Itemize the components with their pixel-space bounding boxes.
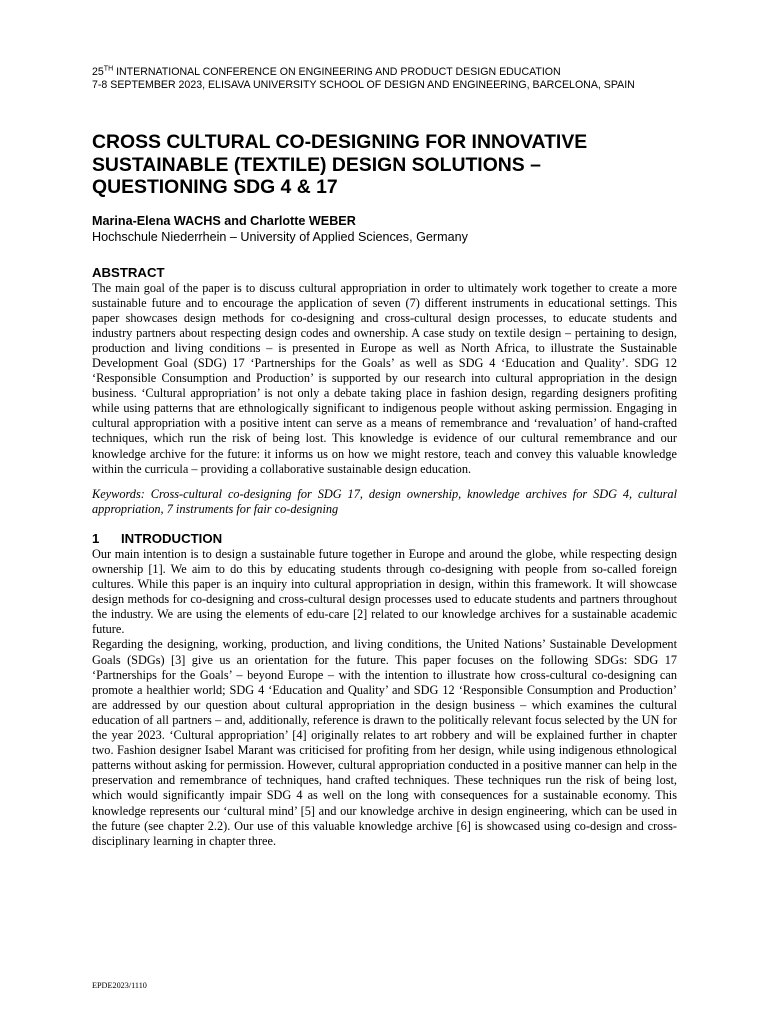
- keywords-label: Keywords: [92, 486, 141, 501]
- keywords-text: : Cross-cultural co-designing for SDG 17, design ownership, knowledge archives for SDG 4, cultural appropriation, 7 instruments for fair co-designing: [92, 486, 677, 516]
- abstract-text: The main goal of the paper is to discuss cultural appropriation in order to ultimately work together to create a more sustainable future and to encourage the application of seven (7) different instruments in educational settings. This paper showcases design methods for co-designing and cross-cultural design processes, to educate students and industry partners about respecting design codes and ownership. A case study on textile design – pertaining to design, production and living conditions – is presented in Europe as well as North Africa, to illustrate the Sustainable Development Goal (SDG) 17 ‘Partnerships for the Goals’ as well as SDG 4 ‘Education and Quality’. SDG 12 ‘Responsible Consumption and Production’ is supported by our research into cultural appropriation in the design business. ‘Cultural appropriation’ is not only a debate taking place in fashion design, regarding designers profiting while using patterns that are ethnologically significant to indigenous people without asking permission. Engaging in cultural appropriation with a positive intent can serve as a means of remembrance and ‘revaluation’ of hand-crafted techniques, which run the risk of being lost. This knowledge is evidence of our cultural remembrance and our knowledge archive for the future: it informs us on how we might restore, teach and convey this valuable knowledge within the curricula – providing a collaborative sustainable design education.: [92, 280, 677, 476]
- intro-paragraph-2: Regarding the designing, working, production, and living conditions, the United Nations’ Sustainable Development Goals (SDGs) [3] give us an orientation for the future. This paper focuses on the following SDGs: SDG 17 ‘Partnerships for the Goals’ – beyond Europe – with the intention to illustrate how cross-cultural co-designing can promote a healthier world; SDG 4 ‘Education and Quality’ and SDG 12 ‘Responsible Consumption and Production’ are addressed by our question about cultural appropriation in the design business – which examines the cultural education of all partners – and, additionally, reference is drawn to the politically relevant focus selected by the UN for the year 2023. ‘Cultural appropriation’ [4] originally relates to art robbery and will be explained further in chapter two. Fashion designer Isabel Marant was criticised for profiting from her design, while using indigenous ethnological patterns without asking for permission. However, cultural appropriation conducted in a positive manner can help in the preservation and remembrance of techniques, hand crafted techniques. These techniques run the risk of being lost, which would significantly impair SDG 4 as well on the long with consequences for a sustainable economy. This knowledge represents our ‘cultural mind’ [5] and our knowledge archive in design engineering, which can be used in the future (see chapter 2.2). Our use of this valuable knowledge archive [6] is showcased using co-design and cross-disciplinary learning in chapter three.: [92, 637, 677, 848]
- page-footer-code: EPDE2023/1110: [92, 981, 147, 990]
- paper-title: CROSS CULTURAL CO-DESIGNING FOR INNOVATIVE SUSTAINABLE (TEXTILE) DESIGN SOLUTIONS – QUESTIONING SDG 4 & 17: [92, 131, 588, 198]
- section-heading-introduction: [92, 531, 677, 547]
- conference-line-2: 7-8 SEPTEMBER 2023, ELISAVA UNIVERSITY SCHOOL OF DESIGN AND ENGINEERING, BARCELONA, SPAIN: [92, 79, 635, 91]
- conference-line-1: 25TH INTERNATIONAL CONFERENCE ON ENGINEERING AND PRODUCT DESIGN EDUCATION: [92, 65, 561, 78]
- page-content: [92, 66, 677, 849]
- section-title: INTRODUCTION: [121, 530, 223, 546]
- keywords: [92, 487, 677, 517]
- section-number: 1: [92, 530, 100, 546]
- paper-authors: Marina-Elena WACHS and Charlotte WEBER: [92, 213, 356, 228]
- paper-affiliation: Hochschule Niederrhein – University of Applied Sciences, Germany: [92, 229, 468, 244]
- conference-header: [92, 66, 677, 92]
- abstract-heading: ABSTRACT: [92, 264, 165, 280]
- intro-paragraph-1: Our main intention is to design a sustainable future together in Europe and around the globe, while respecting design ownership [1]. We aim to do this by educating students through co-designing with people from so-called foreign cultures. While this paper is an inquiry into cultural appropriation in design, within this framework. It will showcase design methods for co-designing and cross-cultural design processes used to educate students and partners throughout the industry. We are using the elements of edu-care [2] related to our knowledge archives for a sustainable academic future.: [92, 546, 677, 637]
